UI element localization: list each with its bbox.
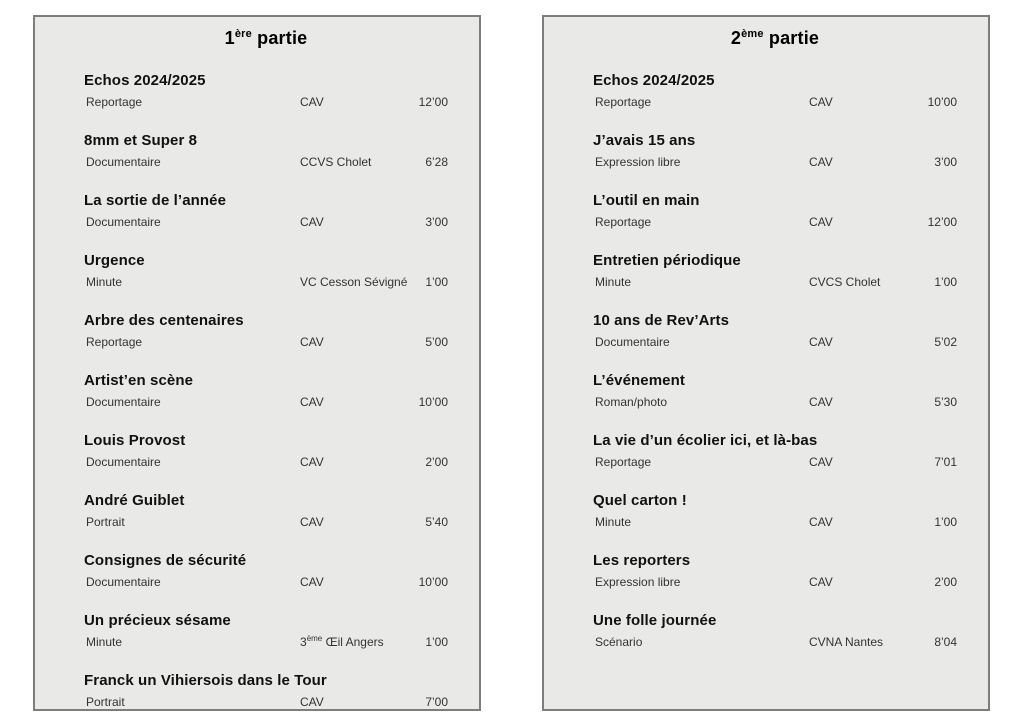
- entry-title: Franck un Vihiersois dans le Tour: [84, 672, 327, 689]
- entry-meta: [84, 214, 448, 230]
- entry-source: CAV: [809, 575, 833, 589]
- program-entry: [84, 311, 448, 350]
- entry-type: Documentaire: [86, 455, 161, 469]
- entry-title: Echos 2024/2025: [593, 72, 715, 89]
- entry-meta: [593, 154, 957, 170]
- entry-title: J’avais 15 ans: [593, 132, 696, 149]
- entry-type: Reportage: [86, 335, 143, 349]
- entry-source: CCVS Cholet: [300, 155, 372, 169]
- program-entry: [84, 191, 448, 230]
- program-entry: [84, 671, 448, 710]
- entry-duration: 5’00: [425, 335, 448, 349]
- entry-source: CAV: [809, 215, 833, 229]
- entry-type: Reportage: [595, 215, 652, 229]
- entry-meta: [593, 634, 957, 650]
- entry-title: André Guiblet: [84, 492, 185, 509]
- entry-type: Reportage: [595, 95, 652, 109]
- entry-meta: [84, 334, 448, 350]
- entry-title: 10 ans de Rev’Arts: [593, 312, 730, 329]
- entry-source: CAV: [300, 515, 324, 529]
- entry-source: CAV: [809, 95, 833, 109]
- entry-meta: [84, 94, 448, 110]
- entry-meta: [593, 514, 957, 530]
- entry-type: Documentaire: [86, 215, 161, 229]
- program-entry: [593, 551, 957, 590]
- entry-meta: [593, 274, 957, 290]
- entry-meta: [593, 574, 957, 590]
- program-entry: [593, 251, 957, 290]
- entry-duration: 12’00: [418, 95, 448, 109]
- entry-type: Expression libre: [595, 575, 681, 589]
- entry-meta: [84, 154, 448, 170]
- entry-source: VC Cesson Sévigné: [300, 275, 408, 289]
- program-entry: [84, 611, 448, 650]
- entry-source: CAV: [300, 395, 324, 409]
- entry-type: Scénario: [595, 635, 643, 649]
- entry-meta: [593, 334, 957, 350]
- entry-source: 3ème Œil Angers: [300, 634, 384, 649]
- entry-type: Portrait: [86, 695, 125, 709]
- entry-duration: 3’00: [425, 215, 448, 229]
- entry-meta: [84, 694, 448, 710]
- entry-meta: [84, 454, 448, 470]
- entry-source: CAV: [300, 335, 324, 349]
- entry-title: Les reporters: [593, 552, 691, 569]
- entry-type: Documentaire: [86, 575, 161, 589]
- panel-part-2: [542, 15, 990, 711]
- entry-source: CAV: [809, 335, 833, 349]
- entry-duration: 1’00: [425, 275, 448, 289]
- panel-title: 1ère partie: [224, 28, 308, 48]
- entry-duration: 5’40: [425, 515, 448, 529]
- entry-meta: [84, 574, 448, 590]
- entry-type: Minute: [86, 635, 123, 649]
- entry-source: CAV: [300, 215, 324, 229]
- entry-duration: 7’00: [425, 695, 448, 709]
- program-entry: [593, 611, 957, 650]
- entry-duration: 1’00: [425, 635, 448, 649]
- panel-title: 2ème partie: [730, 28, 820, 48]
- entry-title: L’événement: [593, 372, 685, 389]
- entry-type: Minute: [86, 275, 123, 289]
- entry-title: Consignes de sécurité: [84, 552, 247, 569]
- entry-meta: [84, 394, 448, 410]
- program-entry: [593, 191, 957, 230]
- entry-type: Reportage: [595, 455, 652, 469]
- entry-duration: 3’00: [934, 155, 957, 169]
- program-entry: [593, 311, 957, 350]
- entry-title: Echos 2024/2025: [84, 72, 206, 89]
- entry-duration: 8’04: [934, 635, 957, 649]
- entry-duration: 10’00: [418, 575, 448, 589]
- entry-title: Une folle journée: [593, 612, 717, 629]
- entry-type: Minute: [595, 275, 632, 289]
- entry-type: Roman/photo: [595, 395, 668, 409]
- entry-duration: 5’30: [934, 395, 957, 409]
- entry-meta: [593, 454, 957, 470]
- program-entry: [84, 251, 448, 290]
- entry-meta: [593, 214, 957, 230]
- entry-meta: [84, 274, 448, 290]
- entry-duration: 1’00: [934, 515, 957, 529]
- entry-type: Minute: [595, 515, 632, 529]
- entry-source: CAV: [809, 395, 833, 409]
- entry-duration: 7’01: [934, 455, 957, 469]
- entry-source: CAV: [300, 95, 324, 109]
- entry-meta: [593, 94, 957, 110]
- entry-source: CVNA Nantes: [809, 635, 884, 649]
- entry-source: CAV: [300, 695, 324, 709]
- entry-duration: 10’00: [418, 395, 448, 409]
- program-entry: [84, 551, 448, 590]
- program-entry: [593, 371, 957, 410]
- entry-title: Entretien périodique: [593, 252, 741, 269]
- entry-list: [84, 71, 448, 710]
- entry-title: La sortie de l’année: [84, 192, 227, 209]
- program-entry: [593, 431, 957, 470]
- program-entry: [593, 491, 957, 530]
- program-entry: [84, 71, 448, 110]
- entry-meta: [84, 634, 448, 650]
- entry-source: CVCS Cholet: [809, 275, 881, 289]
- entry-type: Documentaire: [595, 335, 670, 349]
- entry-duration: 6’28: [425, 155, 448, 169]
- program-entry: [84, 131, 448, 170]
- entry-title: Un précieux sésame: [84, 612, 231, 629]
- entry-source: CAV: [300, 455, 324, 469]
- entry-list: [593, 71, 957, 650]
- program-entry: [593, 71, 957, 110]
- entry-type: Portrait: [86, 515, 125, 529]
- entry-duration: 2’00: [425, 455, 448, 469]
- entry-title: Arbre des centenaires: [84, 312, 244, 329]
- entry-duration: 12’00: [927, 215, 957, 229]
- entry-source: CAV: [300, 575, 324, 589]
- entry-title: Louis Provost: [84, 432, 186, 449]
- entry-title: Urgence: [84, 252, 145, 269]
- entry-title: Artist’en scène: [84, 372, 194, 389]
- entry-duration: 5’02: [934, 335, 957, 349]
- entry-title: Quel carton !: [593, 492, 687, 509]
- entry-title: La vie d’un écolier ici, et là-bas: [593, 432, 818, 449]
- entry-title: L’outil en main: [593, 192, 700, 209]
- entry-type: Reportage: [86, 95, 143, 109]
- panel-part-1: [33, 15, 481, 711]
- entry-source: CAV: [809, 155, 833, 169]
- entry-meta: [84, 514, 448, 530]
- entry-type: Documentaire: [86, 395, 161, 409]
- program-entry: [84, 431, 448, 470]
- entry-duration: 1’00: [934, 275, 957, 289]
- entry-title: 8mm et Super 8: [84, 132, 198, 149]
- entry-source: CAV: [809, 515, 833, 529]
- entry-type: Documentaire: [86, 155, 161, 169]
- entry-meta: [593, 394, 957, 410]
- program-entry: [84, 371, 448, 410]
- entry-duration: 2’00: [934, 575, 957, 589]
- entry-source: CAV: [809, 455, 833, 469]
- program-entry: [84, 491, 448, 530]
- entry-type: Expression libre: [595, 155, 681, 169]
- entry-duration: 10’00: [927, 95, 957, 109]
- program-entry: [593, 131, 957, 170]
